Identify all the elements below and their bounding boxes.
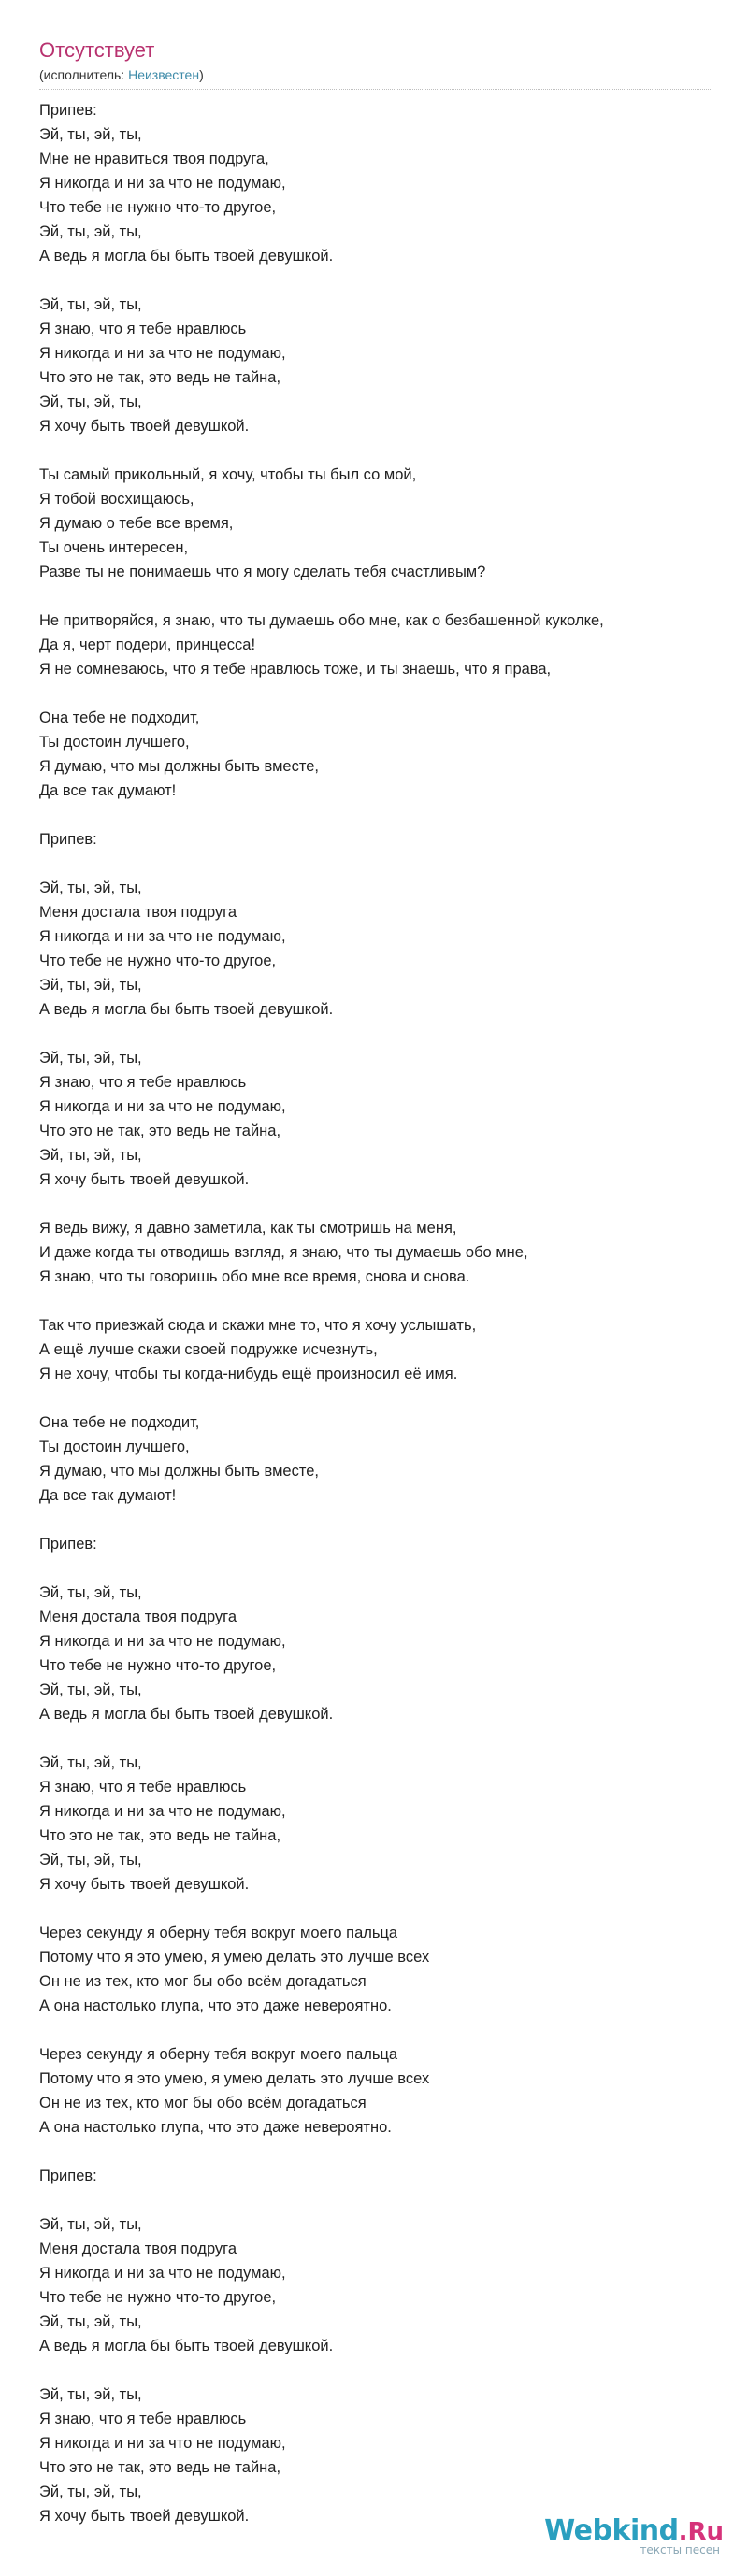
lyrics-line: Он не из тех, кто мог бы обо всём догадаться: [39, 1973, 367, 1990]
lyrics-line: А ещё лучше скажи своей подружке исчезнуть,: [39, 1341, 378, 1358]
lyrics-line: Не притворяйся, я знаю, что ты думаешь обо мне, как о безбашенной куколке,: [39, 612, 604, 629]
lyrics-line: Что это не так, это ведь не тайна,: [39, 369, 281, 386]
lyrics-line: Я никогда и ни за что не подумаю,: [39, 1803, 286, 1820]
lyrics-line: Я ведь вижу, я давно заметила, как ты смотришь на меня,: [39, 1220, 457, 1237]
lyrics-blank-line: [39, 2358, 731, 2383]
lyrics-line: Я знаю, что я тебе нравлюсь: [39, 1779, 247, 1796]
lyrics-blank-line: [39, 584, 731, 608]
lyrics-line: Ты очень интересен,: [39, 539, 189, 556]
lyrics-line: Я хочу быть твоей девушкой.: [39, 1171, 250, 1188]
lyrics-line: Эй, ты, эй, ты,: [39, 2313, 142, 2330]
lyrics-line: Припев:: [39, 831, 97, 848]
lyrics-line: Меня достала твоя подруга: [39, 904, 237, 921]
lyrics-line: Я никогда и ни за что не подумаю,: [39, 175, 286, 192]
lyrics-line: Эй, ты, эй, ты,: [39, 1584, 142, 1601]
lyrics-line: Я знаю, что я тебе нравлюсь: [39, 321, 247, 337]
lyrics-line: Припев:: [39, 102, 97, 119]
lyrics-line: А ведь я могла бы быть твоей девушкой.: [39, 248, 334, 265]
lyrics-line: Меня достала твоя подруга: [39, 1609, 237, 1625]
lyrics-blank-line: [39, 1508, 731, 1532]
lyrics-line: Я никогда и ни за что не подумаю,: [39, 2265, 286, 2282]
lyrics-line: Я знаю, что я тебе нравлюсь: [39, 2411, 247, 2427]
lyrics-line: Эй, ты, эй, ты,: [39, 1147, 142, 1164]
lyrics-blank-line: [39, 1289, 731, 1313]
lyrics-line: Эй, ты, эй, ты,: [39, 1050, 142, 1066]
lyrics-line: Эй, ты, эй, ты,: [39, 2483, 142, 2500]
lyrics-line: Я думаю, что мы должны быть вместе,: [39, 758, 319, 775]
lyrics-blank-line: [39, 438, 731, 463]
lyrics-line: Эй, ты, эй, ты,: [39, 880, 142, 896]
lyrics-line: Через секунду я оберну тебя вокруг моего пальца: [39, 2046, 398, 2063]
lyrics-line: А ведь я могла бы быть твоей девушкой.: [39, 1706, 334, 1723]
lyrics-line: Разве ты не понимаешь что я могу сделать тебя счастливым?: [39, 564, 486, 580]
lyrics-line: Да все так думают!: [39, 782, 177, 799]
lyrics-line: Что тебе не нужно что-то другое,: [39, 2289, 277, 2306]
lyrics-line: Да я, черт подери, принцесса!: [39, 637, 256, 653]
lyrics-line: А ведь я могла бы быть твоей девушкой.: [39, 2338, 334, 2354]
lyrics-line: Он не из тех, кто мог бы обо всём догадаться: [39, 2095, 367, 2111]
lyrics-line: Я знаю, что ты говоришь обо мне все время, снова и снова.: [39, 1268, 470, 1285]
lyrics-line: Я не хочу, чтобы ты когда-нибудь ещё произносил её имя.: [39, 1366, 458, 1382]
lyrics-blank-line: [39, 803, 731, 827]
lyrics-line: Да все так думают!: [39, 1487, 177, 1504]
lyrics-line: Через секунду я оберну тебя вокруг моего пальца: [39, 1925, 398, 1941]
lyrics-line: Она тебе не подходит,: [39, 709, 200, 726]
lyrics-line: Я хочу быть твоей девушкой.: [39, 418, 250, 435]
lyrics-line: Мне не нравиться твоя подруга,: [39, 150, 269, 167]
artist-byline: [39, 65, 711, 84]
lyrics-line: Эй, ты, эй, ты,: [39, 2386, 142, 2403]
lyrics-line: А ведь я могла бы быть твоей девушкой.: [39, 1001, 334, 1018]
lyrics-line: Я знаю, что я тебе нравлюсь: [39, 1074, 247, 1091]
lyrics-blank-line: [39, 2188, 731, 2212]
lyrics-line: Я думаю о тебе все время,: [39, 515, 234, 532]
lyrics-line: Потому что я это умею, я умею делать это лучше всех: [39, 2070, 430, 2087]
lyrics-line: Я хочу быть твоей девушкой.: [39, 2508, 250, 2525]
lyrics-line: А она настолько глупа, что это даже невероятно.: [39, 1997, 392, 2014]
lyrics-line: Я не сомневаюсь, что я тебе нравлюсь тоже, и ты знаешь, что я права,: [39, 661, 552, 678]
lyrics-line: И даже когда ты отводишь взгляд, я знаю, что ты думаешь обо мне,: [39, 1244, 528, 1261]
lyrics-line: Что тебе не нужно что-то другое,: [39, 199, 277, 216]
lyrics-line: Припев:: [39, 1536, 97, 1553]
lyrics-blank-line: [39, 1022, 731, 1046]
lyrics-body: [39, 98, 731, 2528]
lyrics-line: Эй, ты, эй, ты,: [39, 1682, 142, 1698]
lyrics-line: Припев:: [39, 2168, 97, 2184]
site-logo[interactable]: [544, 2514, 724, 2556]
lyrics-line: Потому что я это умею, я умею делать это лучше всех: [39, 1949, 430, 1966]
header-divider: [39, 89, 711, 90]
lyrics-blank-line: [39, 1896, 731, 1921]
lyrics-blank-line: [39, 2018, 731, 2042]
lyrics-line: А она настолько глупа, что это даже невероятно.: [39, 2119, 392, 2136]
lyrics-line: Я думаю, что мы должны быть вместе,: [39, 1463, 319, 1480]
lyrics-blank-line: [39, 268, 731, 293]
lyrics-line: Я никогда и ни за что не подумаю,: [39, 1098, 286, 1115]
lyrics-line: Что тебе не нужно что-то другое,: [39, 1657, 277, 1674]
lyrics-line: Я хочу быть твоей девушкой.: [39, 1876, 250, 1893]
lyrics-line: Ты достоин лучшего,: [39, 734, 190, 751]
song-header: [39, 37, 711, 84]
byline-suffix: ): [199, 67, 204, 82]
logo-brand: Webkind: [544, 2514, 679, 2547]
lyrics-line: Я тобой восхищаюсь,: [39, 491, 194, 508]
logo-tagline: тексты песен: [640, 2543, 720, 2556]
lyrics-blank-line: [39, 1192, 731, 1216]
lyrics-blank-line: [39, 1726, 731, 1751]
lyrics-line: Я никогда и ни за что не подумаю,: [39, 1633, 286, 1650]
lyrics-line: Я никогда и ни за что не подумаю,: [39, 2435, 286, 2452]
lyrics-line: Я никогда и ни за что не подумаю,: [39, 345, 286, 362]
lyrics-line: Эй, ты, эй, ты,: [39, 1852, 142, 1868]
lyrics-line: Что тебе не нужно что-то другое,: [39, 952, 277, 969]
lyrics-line: Что это не так, это ведь не тайна,: [39, 2459, 281, 2476]
lyrics-line: Ты самый прикольный, я хочу, чтобы ты был со мой,: [39, 466, 417, 483]
lyrics-line: Эй, ты, эй, ты,: [39, 1754, 142, 1771]
lyrics-line: Что это не так, это ведь не тайна,: [39, 1827, 281, 1844]
logo-tld: .Ru: [678, 2518, 724, 2546]
lyrics-blank-line: [39, 1556, 731, 1581]
song-title: Отсутствует: [39, 38, 155, 62]
lyrics-blank-line: [39, 1386, 731, 1410]
lyrics-line: Эй, ты, эй, ты,: [39, 977, 142, 994]
lyrics-line: Она тебе не подходит,: [39, 1414, 200, 1431]
lyrics-blank-line: [39, 852, 731, 876]
lyrics-line: Меня достала твоя подруга: [39, 2240, 237, 2257]
lyrics-line: Эй, ты, эй, ты,: [39, 223, 142, 240]
lyrics-line: Так что приезжай сюда и скажи мне то, что я хочу услышать,: [39, 1317, 477, 1334]
lyrics-line: Я никогда и ни за что не подумаю,: [39, 928, 286, 945]
lyrics-blank-line: [39, 681, 731, 706]
lyrics-line: Эй, ты, эй, ты,: [39, 394, 142, 410]
artist-link[interactable]: Неизвестен: [128, 67, 200, 82]
lyrics-line: Ты достоин лучшего,: [39, 1438, 190, 1455]
lyrics-line: Эй, ты, эй, ты,: [39, 2216, 142, 2233]
lyrics-line: Что это не так, это ведь не тайна,: [39, 1123, 281, 1139]
lyrics-blank-line: [39, 2140, 731, 2164]
byline-prefix: (исполнитель:: [39, 67, 129, 82]
lyrics-line: Эй, ты, эй, ты,: [39, 296, 142, 313]
lyrics-line: Эй, ты, эй, ты,: [39, 126, 142, 143]
